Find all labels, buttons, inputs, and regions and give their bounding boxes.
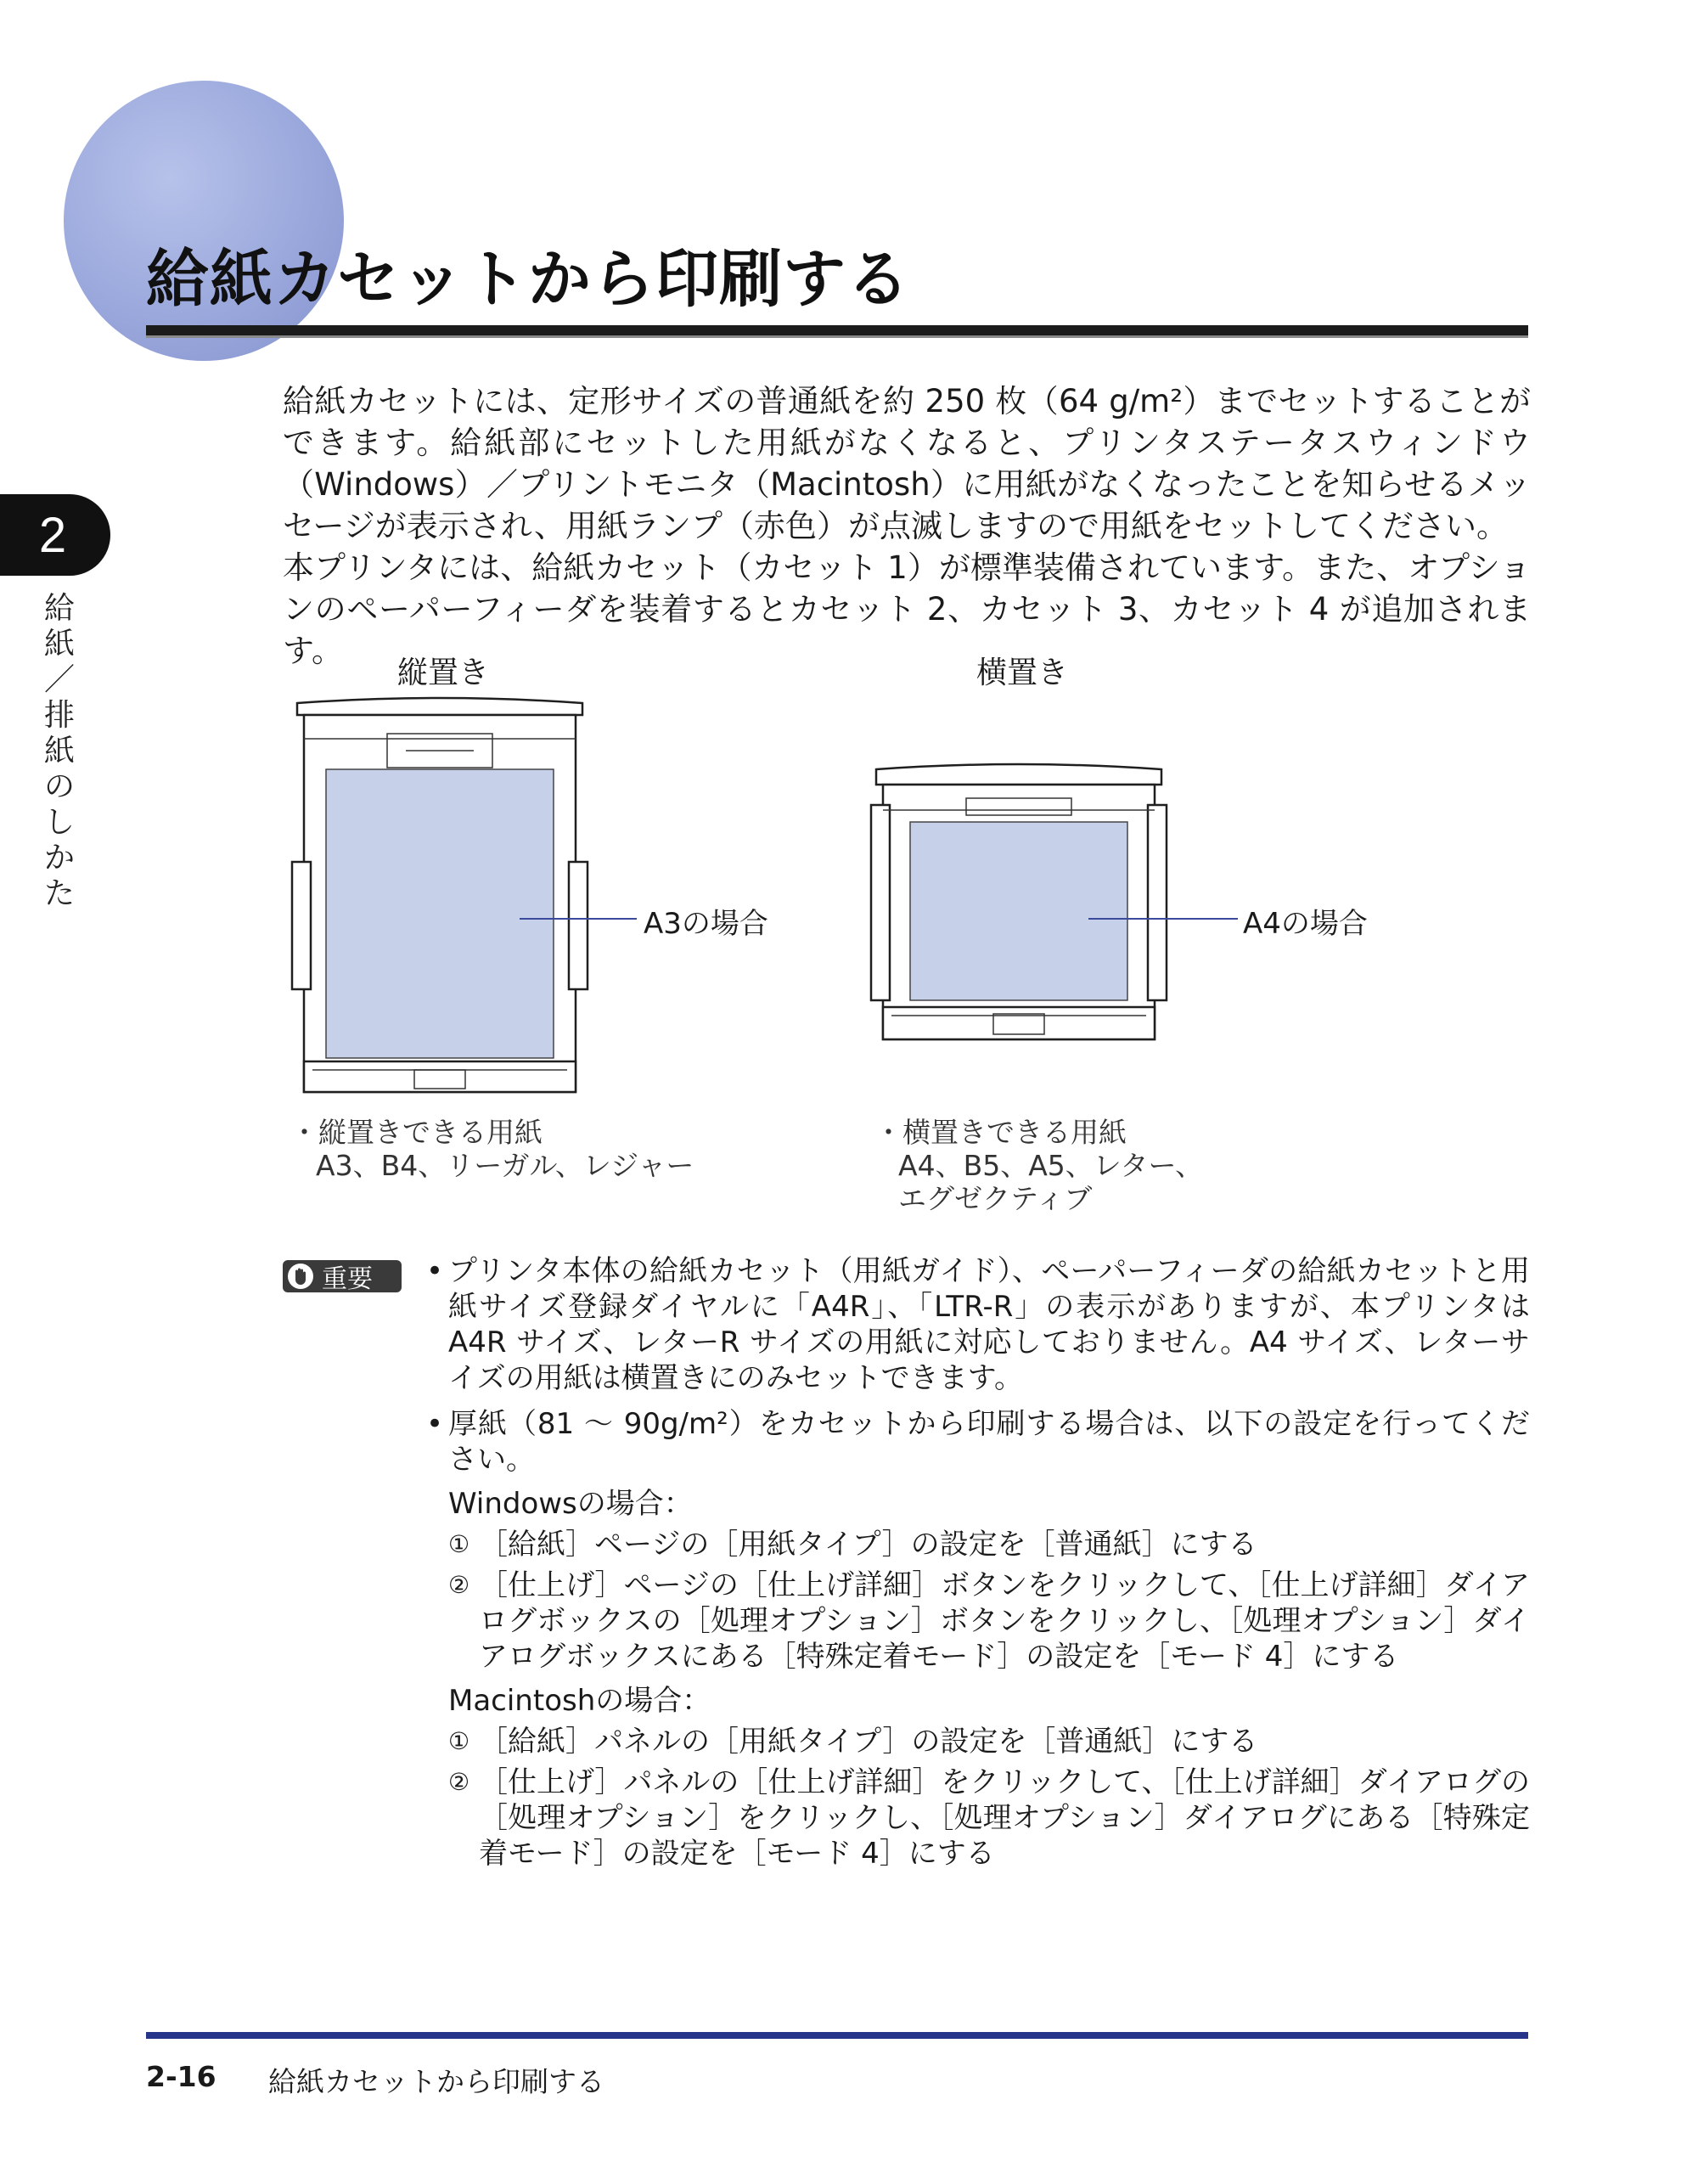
landscape-paper [910, 822, 1127, 1000]
landscape-note-line-1: ・横置きできる用紙 [874, 1116, 1127, 1149]
portrait-note-line-1: ・縦置きできる用紙 [290, 1116, 543, 1149]
portrait-tray-illustration [287, 696, 593, 1104]
chapter-label: 給紙／排紙のしかた [44, 591, 76, 911]
footer-section-title: 給紙カセットから印刷する [268, 2065, 604, 2098]
step-number: ① [448, 1727, 470, 1755]
intro-paragraph-1: 給紙カセットには、定形サイズの普通紙を約 250 枚（64 g/m²）までセットすることができます。給紙部にセットした用紙がなくなると、プリンタステータスウィンドウ（Windows）／プリントモニタ（Macintosh）に用紙がなくなったことを知らせるメッセージが表示され、用紙ランプ（赤色）が点滅しますので用紙をセットしてください。 [283, 383, 1531, 544]
mac-heading: Macintoshの場合： [448, 1684, 711, 1718]
portrait-leader-line [520, 918, 637, 920]
windows-step-2: ［仕上げ］ページの［仕上げ詳細］ボタンをクリックして、［仕上げ詳細］ダイアログボックスの［処理オプション］ボタンをクリックし、［処理オプション］ダイアログボックスにある［特殊定着モード］の設定を［モード 4］にする [479, 1568, 1530, 1674]
intro-paragraph-2: 本プリンタには、給紙カセット（カセット 1）が標準装備されています。また、オプションのペーパーフィーダを装着するとカセット 2、カセット 3、カセット 4 が追加されます。 [283, 549, 1531, 669]
landscape-note-line-3: エグゼクティブ [898, 1182, 1093, 1215]
landscape-heading: 横置き [976, 656, 1069, 690]
important-bullet-2: 厚紙（81 〜 90g/m²）をカセットから印刷する場合は、以下の設定を行ってください。 [448, 1407, 1530, 1477]
landscape-leader-line [1088, 918, 1238, 920]
windows-step-1: ［給紙］ページの［用紙タイプ］の設定を［普通紙］にする [479, 1528, 1257, 1562]
intro-text [283, 380, 1531, 672]
important-badge [283, 1260, 402, 1292]
important-notes: • プリンタ本体の給紙カセット（用紙ガイド）、ペーパーフィーダの給紙カセットと用紙サイズ登録ダイヤルに「A4R」、「LTR-R」の表示がありますが、本プリンタは A4R サイズ、レターR サイズの用紙に対応しておりません。A4 サイズ、レターサイズの用紙は横置きにのみセットできます。 • 厚紙（81 〜 90g/m²）をカセットから印刷する場合は、以下の設定を行ってください。 Windowsの場合： ① ［給紙］ページの［用紙タイプ］の設定を［普通紙］にする ② ［仕上げ］ページの［仕上げ詳細］ボタンをクリックして、［仕上げ詳細］ダイアログボックスの［処理オプション］ボタンをクリックし、［処理オプション］ダイアログボックスにある［特殊定着モード］の設定を［モード 4］にする Macintoshの場合： ① ［給紙］パネルの［用紙タイプ］の設定を［普通紙］にする ② ［仕上げ］パネルの［仕上げ詳細］をクリックして、［仕上げ詳細］ダイアログの［処理オプション］をクリックし、［処理オプション］ダイアログにある［特殊定着モード］の設定を［モード 4］にする [426, 1254, 1530, 1871]
windows-heading: Windowsの場合： [448, 1487, 693, 1521]
chapter-number: 2 [38, 507, 67, 563]
footer-page-number: 2-16 [146, 2060, 216, 2093]
mac-step-2: ［仕上げ］パネルの［仕上げ詳細］をクリックして、［仕上げ詳細］ダイアログの［処理オプション］をクリックし、［処理オプション］ダイアログにある［特殊定着モード］の設定を［モード 4］にする [479, 1765, 1530, 1871]
important-label: 重要 [322, 1264, 373, 1294]
hand-stop-icon [288, 1264, 313, 1289]
step-number: ① [448, 1530, 470, 1558]
page-title: 給紙カセットから印刷する [146, 243, 910, 316]
important-bullet-1: プリンタ本体の給紙カセット（用紙ガイド）、ペーパーフィーダの給紙カセットと用紙サイズ登録ダイヤルに「A4R」、「LTR-R」の表示がありますが、本プリンタは A4R サイズ、レターR サイズの用紙に対応しておりません。A4 サイズ、レターサイズの用紙は横置きにのみセットできます。 [448, 1254, 1530, 1395]
mac-step-1: ［給紙］パネルの［用紙タイプ］の設定を［普通紙］にする [479, 1725, 1258, 1759]
landscape-note-line-2: A4、B5、A5、レター、 [898, 1149, 1204, 1182]
portrait-callout: A3の場合 [644, 907, 768, 941]
footer-rule [146, 2032, 1528, 2039]
portrait-note-line-2: A3、B4、リーガル、レジャー [316, 1149, 694, 1182]
landscape-callout: A4の場合 [1243, 907, 1368, 941]
portrait-paper [326, 769, 554, 1058]
step-number: ② [448, 1768, 470, 1796]
title-rule [146, 325, 1528, 335]
chapter-tab [0, 494, 110, 576]
portrait-heading: 縦置き [397, 656, 490, 690]
step-number: ② [448, 1571, 470, 1599]
landscape-tray-illustration [868, 763, 1170, 1043]
